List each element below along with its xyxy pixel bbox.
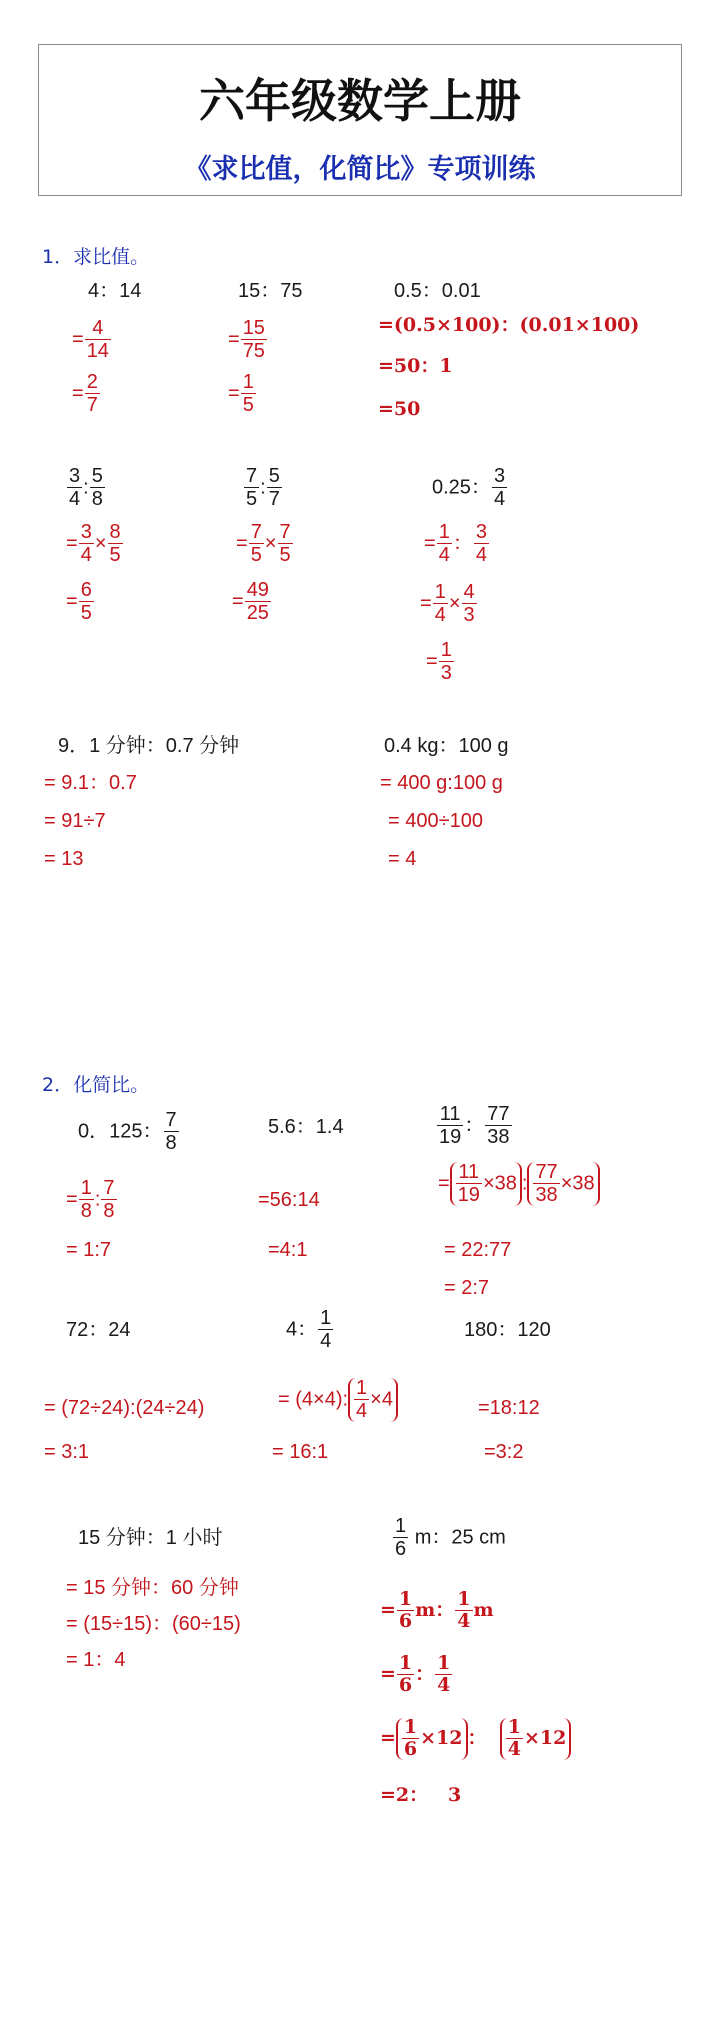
step-3: = $\frac{1}{3}$: [426, 639, 452, 684]
title-box: [38, 44, 682, 196]
step-2: = $\frac{49}{25}$: [232, 579, 269, 624]
question: 0.4 kg：100 g: [384, 735, 509, 757]
step-3: = 2:7: [444, 1277, 490, 1299]
step-1: = $\frac{3}{4}$ × $\frac{8}{5}$: [66, 521, 121, 566]
step-4: =2： 3: [380, 1784, 462, 1806]
step-1: =18:12: [478, 1397, 540, 1419]
step-2: =4:1: [268, 1239, 308, 1261]
step-1: = $\frac{11}{19}$ ×38 : $\frac{77}{38}$ ×38: [438, 1162, 600, 1206]
step-1: = (72÷24):(24÷24): [44, 1397, 205, 1419]
step-1: = $\frac{7}{5}$ × $\frac{7}{5}$: [236, 521, 291, 566]
step-1: = $\frac{4}{14}$: [72, 317, 109, 362]
step-2: = $\frac{1}{4}$ × $\frac{4}{3}$: [420, 581, 475, 626]
step-2: = 91÷7: [44, 810, 106, 832]
step-2: = 22:77: [444, 1239, 512, 1261]
question: 72：24: [66, 1319, 131, 1341]
step-2: = 400÷100: [388, 810, 483, 832]
step-2: = $\frac{1}{5}$: [228, 371, 254, 416]
step-3: = 1：4: [66, 1649, 126, 1671]
question: 0．125： $\frac{7}{8}$: [78, 1109, 177, 1154]
step-3: = 13: [44, 848, 84, 870]
step-2: = 16:1: [272, 1441, 329, 1463]
step-1: = (4×4): $\frac{1}{4}$ ×4: [278, 1378, 398, 1422]
question: 4： $\frac{1}{4}$: [286, 1307, 332, 1352]
step-1: = $\frac{1}{4}$ ： $\frac{3}{4}$: [424, 521, 487, 566]
question: 4：14: [88, 280, 142, 302]
step-1: =(0.5×100)：(0.01×100): [378, 314, 640, 336]
step-1: = 15 分钟：60 分钟: [66, 1577, 239, 1599]
question: 180：120: [464, 1319, 551, 1341]
step-1: = $\frac{1}{8}$ : $\frac{7}{8}$: [66, 1177, 115, 1222]
page-subtitle: 《求比值，化简比》专项训练: [184, 154, 536, 185]
question: $\frac{1}{6}$ m：25 cm: [395, 1515, 506, 1560]
step-2: = $\frac{1}{6}$ ： $\frac{1}{4}$: [380, 1652, 451, 1696]
step-1: = $\frac{15}{75}$: [228, 317, 265, 362]
question: 15：75: [238, 280, 303, 302]
section1-heading: 1．求比值。: [42, 246, 150, 268]
step-2: = $\frac{6}{5}$: [66, 579, 92, 624]
step-3: = $\frac{1}{6}$ ×12 ： $\frac{1}{4}$ ×12: [380, 1718, 571, 1760]
question: 9．1 分钟：0.7 分钟: [58, 735, 240, 757]
question: 5.6：1.4: [268, 1116, 344, 1138]
step-3: =50: [378, 398, 421, 420]
step-1: =56:14: [258, 1189, 320, 1211]
step-2: = 3:1: [44, 1441, 90, 1463]
question: 0.25： $\frac{3}{4}$: [432, 465, 506, 510]
step-2: =50：1: [378, 355, 453, 377]
question: $\frac{3}{4}$ : $\frac{5}{8}$: [69, 465, 103, 510]
question: $\frac{11}{19}$ ： $\frac{77}{38}$: [439, 1103, 510, 1148]
step-2: = (15÷15)：(60÷15): [66, 1613, 241, 1635]
step-1: = 9.1：0.7: [44, 772, 137, 794]
step-2: =3:2: [484, 1441, 524, 1463]
step-1: = $\frac{1}{6}$ m： $\frac{1}{4}$ m: [380, 1588, 494, 1632]
page-title: 六年级数学上册: [199, 74, 521, 128]
step-2: = $\frac{2}{7}$: [72, 371, 98, 416]
step-1: = 400 g:100 g: [380, 772, 503, 794]
step-3: = 4: [388, 848, 417, 870]
step-2: = 1:7: [66, 1239, 112, 1261]
question: 0.5：0.01: [394, 280, 481, 302]
question: 15 分钟：1 小时: [78, 1527, 223, 1549]
section2-heading: 2．化简比。: [42, 1074, 150, 1096]
question: $\frac{7}{5}$ : $\frac{5}{7}$: [246, 465, 280, 510]
